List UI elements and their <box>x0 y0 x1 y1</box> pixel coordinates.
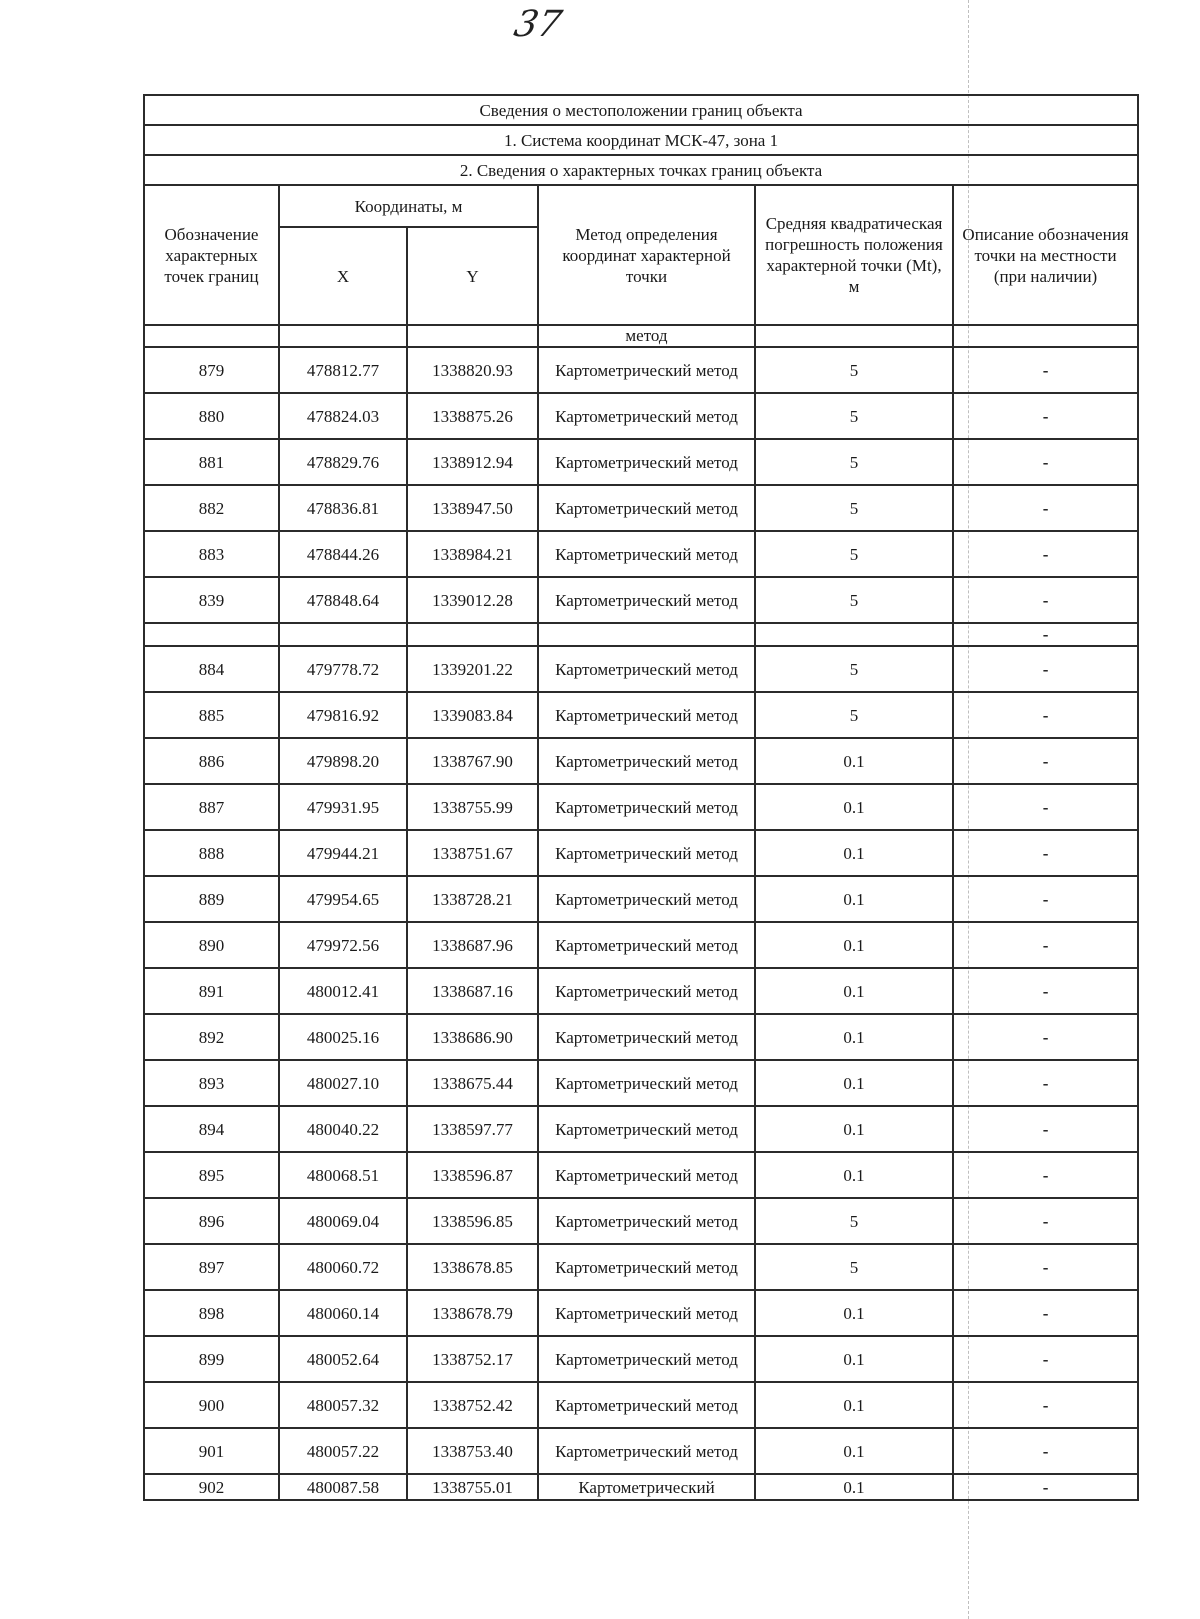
point-description: - <box>953 485 1138 531</box>
point-description: - <box>953 1060 1138 1106</box>
header-x: X <box>279 227 407 325</box>
point-id: 889 <box>144 876 279 922</box>
accuracy-mt: 0.1 <box>755 830 953 876</box>
method: Картометрический метод <box>538 393 755 439</box>
coord-y: 1339012.28 <box>407 577 538 623</box>
coord-x: 480040.22 <box>279 1106 407 1152</box>
accuracy-mt: 0.1 <box>755 1152 953 1198</box>
point-id: 880 <box>144 393 279 439</box>
coord-y: 1338820.93 <box>407 347 538 393</box>
coord-y: 1339201.22 <box>407 646 538 692</box>
point-description: - <box>953 1428 1138 1474</box>
table-row <box>144 1290 1138 1336</box>
coord-x: 479898.20 <box>279 738 407 784</box>
coord-y: 1338728.21 <box>407 876 538 922</box>
coord-x: 480087.58 <box>279 1474 407 1500</box>
point-id: 879 <box>144 347 279 393</box>
point-id: 839 <box>144 577 279 623</box>
method: Картометрический метод <box>538 968 755 1014</box>
coord-x: 479972.56 <box>279 922 407 968</box>
point-id: 890 <box>144 922 279 968</box>
accuracy-mt: 0.1 <box>755 1060 953 1106</box>
coord-y: 1338912.94 <box>407 439 538 485</box>
method: Картометрический метод <box>538 1244 755 1290</box>
coord-y: 1338947.50 <box>407 485 538 531</box>
coord-x: 479778.72 <box>279 646 407 692</box>
point-id: 898 <box>144 1290 279 1336</box>
method: Картометрический метод <box>538 784 755 830</box>
coord-y: 1338753.40 <box>407 1428 538 1474</box>
coord-y: 1338752.42 <box>407 1382 538 1428</box>
table-row <box>144 876 1138 922</box>
table-row <box>144 1198 1138 1244</box>
table-row <box>144 1060 1138 1106</box>
point-description: - <box>953 439 1138 485</box>
point-id: 883 <box>144 531 279 577</box>
point-id: 885 <box>144 692 279 738</box>
coord-y: 1338751.67 <box>407 830 538 876</box>
accuracy-mt: 5 <box>755 393 953 439</box>
method: Картометрический метод <box>538 1336 755 1382</box>
point-description: - <box>953 738 1138 784</box>
coord-x: 479944.21 <box>279 830 407 876</box>
coord-y: 1338687.16 <box>407 968 538 1014</box>
table-row <box>144 922 1138 968</box>
coord-x: 480057.32 <box>279 1382 407 1428</box>
accuracy-mt: 0.1 <box>755 1014 953 1060</box>
accuracy-mt: 0.1 <box>755 1290 953 1336</box>
accuracy-mt: 5 <box>755 485 953 531</box>
table-row <box>144 784 1138 830</box>
coord-y: 1338755.99 <box>407 784 538 830</box>
table-row <box>144 439 1138 485</box>
coord-x: 478836.81 <box>279 485 407 531</box>
method: Картометрический <box>538 1474 755 1500</box>
table-row <box>144 968 1138 1014</box>
accuracy-mt: 0.1 <box>755 968 953 1014</box>
point-id: 884 <box>144 646 279 692</box>
coord-x: 479816.92 <box>279 692 407 738</box>
method: Картометрический метод <box>538 1198 755 1244</box>
coord-x: 478844.26 <box>279 531 407 577</box>
point-description: - <box>953 393 1138 439</box>
accuracy-mt: 5 <box>755 1244 953 1290</box>
header-point-id: Обозначение характерных точек границ <box>144 185 279 325</box>
coord-x: 478829.76 <box>279 439 407 485</box>
point-id: 896 <box>144 1198 279 1244</box>
method: Картометрический метод <box>538 1428 755 1474</box>
table-row <box>144 1336 1138 1382</box>
method: Картометрический метод <box>538 439 755 485</box>
coord-y: 1338984.21 <box>407 531 538 577</box>
empty-cell <box>538 623 755 646</box>
point-description: - <box>953 1106 1138 1152</box>
point-description: - <box>953 646 1138 692</box>
point-id: 901 <box>144 1428 279 1474</box>
point-description: - <box>953 1336 1138 1382</box>
continuation-method: метод <box>538 325 755 347</box>
point-id: 888 <box>144 830 279 876</box>
coord-y: 1338678.79 <box>407 1290 538 1336</box>
boundary-points-table <box>143 94 1139 1501</box>
accuracy-mt: 5 <box>755 439 953 485</box>
table-row <box>144 531 1138 577</box>
accuracy-mt: 5 <box>755 692 953 738</box>
section-title: 2. Сведения о характерных точках границ объекта <box>144 155 1138 185</box>
table-row <box>144 1244 1138 1290</box>
point-description: - <box>953 1014 1138 1060</box>
point-description: - <box>953 1474 1138 1500</box>
coord-y: 1338686.90 <box>407 1014 538 1060</box>
accuracy-mt: 0.1 <box>755 738 953 784</box>
point-id: 886 <box>144 738 279 784</box>
point-id: 897 <box>144 1244 279 1290</box>
continuation-row <box>144 325 1138 347</box>
point-description: - <box>953 1290 1138 1336</box>
method: Картометрический метод <box>538 1106 755 1152</box>
coord-x: 478848.64 <box>279 577 407 623</box>
empty-cell <box>279 623 407 646</box>
point-description: - <box>953 1152 1138 1198</box>
coord-x: 480069.04 <box>279 1198 407 1244</box>
coord-x: 480068.51 <box>279 1152 407 1198</box>
table-row <box>144 830 1138 876</box>
point-description: - <box>953 876 1138 922</box>
coord-x: 480060.72 <box>279 1244 407 1290</box>
point-description: - <box>953 1198 1138 1244</box>
point-id: 882 <box>144 485 279 531</box>
coord-x: 480012.41 <box>279 968 407 1014</box>
method: Картометрический метод <box>538 531 755 577</box>
table-row <box>144 577 1138 623</box>
point-description: - <box>953 784 1138 830</box>
point-description: - <box>953 830 1138 876</box>
coord-y: 1338675.44 <box>407 1060 538 1106</box>
table-row <box>144 646 1138 692</box>
point-id: 887 <box>144 784 279 830</box>
coord-x: 480025.16 <box>279 1014 407 1060</box>
coordinate-system: 1. Система координат МСК-47, зона 1 <box>144 125 1138 155</box>
point-description: - <box>953 347 1138 393</box>
point-id: 899 <box>144 1336 279 1382</box>
method: Картометрический метод <box>538 1060 755 1106</box>
method: Картометрический метод <box>538 1152 755 1198</box>
table-row <box>144 393 1138 439</box>
table-row <box>144 1382 1138 1428</box>
accuracy-mt: 0.1 <box>755 1382 953 1428</box>
point-description: - <box>953 922 1138 968</box>
table-row <box>144 692 1138 738</box>
point-id: 902 <box>144 1474 279 1500</box>
point-description: - <box>953 1382 1138 1428</box>
accuracy-mt: 5 <box>755 347 953 393</box>
method: Картометрический метод <box>538 738 755 784</box>
coord-x: 478824.03 <box>279 393 407 439</box>
accuracy-mt: 0.1 <box>755 922 953 968</box>
spacer-description: - <box>953 623 1138 646</box>
coord-x: 480052.64 <box>279 1336 407 1382</box>
accuracy-mt: 5 <box>755 531 953 577</box>
point-description: - <box>953 1244 1138 1290</box>
table-row <box>144 738 1138 784</box>
accuracy-mt: 0.1 <box>755 784 953 830</box>
table-row <box>144 347 1138 393</box>
empty-cell <box>144 623 279 646</box>
header-y: Y <box>407 227 538 325</box>
header-accuracy: Средняя квадратическая погрешность положения характерной точки (Mt), м <box>755 185 953 325</box>
empty-cell <box>407 623 538 646</box>
method: Картометрический метод <box>538 1382 755 1428</box>
accuracy-mt: 5 <box>755 1198 953 1244</box>
accuracy-mt: 5 <box>755 646 953 692</box>
header-method: Метод определения координат характерной точки <box>538 185 755 325</box>
coord-y: 1338875.26 <box>407 393 538 439</box>
table-row <box>144 1428 1138 1474</box>
coord-x: 479931.95 <box>279 784 407 830</box>
table-row <box>144 1474 1138 1500</box>
coord-x: 480060.14 <box>279 1290 407 1336</box>
method: Картометрический метод <box>538 692 755 738</box>
coord-x: 479954.65 <box>279 876 407 922</box>
coord-y: 1338596.87 <box>407 1152 538 1198</box>
point-id: 891 <box>144 968 279 1014</box>
point-description: - <box>953 531 1138 577</box>
table-row <box>144 1152 1138 1198</box>
point-description: - <box>953 577 1138 623</box>
accuracy-mt: 5 <box>755 577 953 623</box>
header-description: Описание обозначения точки на местности (при наличии) <box>953 185 1138 325</box>
table-row <box>144 485 1138 531</box>
method: Картометрический метод <box>538 646 755 692</box>
point-id: 895 <box>144 1152 279 1198</box>
point-id: 892 <box>144 1014 279 1060</box>
coord-y: 1339083.84 <box>407 692 538 738</box>
method: Картометрический метод <box>538 485 755 531</box>
coord-y: 1338597.77 <box>407 1106 538 1152</box>
table-title: Сведения о местоположении границ объекта <box>144 95 1138 125</box>
table-row <box>144 1014 1138 1060</box>
method: Картометрический метод <box>538 577 755 623</box>
method: Картометрический метод <box>538 830 755 876</box>
accuracy-mt: 0.1 <box>755 1474 953 1500</box>
coord-y: 1338755.01 <box>407 1474 538 1500</box>
coord-x: 480057.22 <box>279 1428 407 1474</box>
point-description: - <box>953 968 1138 1014</box>
accuracy-mt: 0.1 <box>755 1106 953 1152</box>
point-id: 894 <box>144 1106 279 1152</box>
method: Картометрический метод <box>538 876 755 922</box>
point-id: 893 <box>144 1060 279 1106</box>
accuracy-mt: 0.1 <box>755 1336 953 1382</box>
coord-x: 478812.77 <box>279 347 407 393</box>
point-id: 881 <box>144 439 279 485</box>
empty-cell <box>755 623 953 646</box>
method: Картометрический метод <box>538 347 755 393</box>
spacer-row <box>144 623 1138 646</box>
coord-x: 480027.10 <box>279 1060 407 1106</box>
coord-y: 1338767.90 <box>407 738 538 784</box>
method: Картометрический метод <box>538 1014 755 1060</box>
point-id: 900 <box>144 1382 279 1428</box>
coord-y: 1338596.85 <box>407 1198 538 1244</box>
accuracy-mt: 0.1 <box>755 1428 953 1474</box>
method: Картометрический метод <box>538 1290 755 1336</box>
method: Картометрический метод <box>538 922 755 968</box>
coord-y: 1338678.85 <box>407 1244 538 1290</box>
point-description: - <box>953 692 1138 738</box>
header-coordinates: Координаты, м <box>279 185 538 227</box>
page-number: 37 <box>510 4 566 45</box>
accuracy-mt: 0.1 <box>755 876 953 922</box>
table-row <box>144 1106 1138 1152</box>
coord-y: 1338752.17 <box>407 1336 538 1382</box>
coord-y: 1338687.96 <box>407 922 538 968</box>
